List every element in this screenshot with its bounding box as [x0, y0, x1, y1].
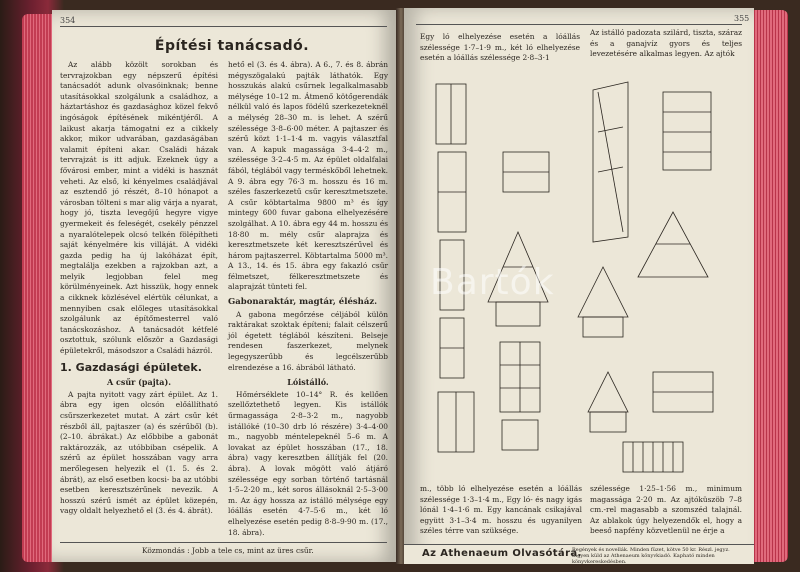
- page-edges-right: [752, 10, 788, 562]
- header-rule-right: [416, 24, 742, 25]
- article-title: Építési tanácsadó.: [154, 38, 310, 54]
- stable-paragraph: Hőmérséklete 10–14° R. és kellően szellőztethető legyen. Kis istállók űrmagassága 2·8–3·2 m., nagyobb istállóké (10–30 drb ló részére) 3·4–4·00 m., nagyobb méntelepeknél 5–6 m. A lovakat az épület hosszában (17., 18. ábra) vagy keresztben állítják fel (20. ábra). A lovak mögött való átjáró szélessége egy sorban történő tartásnál 1·5–2·20 m., két soros állásoknál 2·5–3·00 m. Az ágy hossza az istálló mélysége egy lóállás esetén 4·7–5·6 m., két ló elhelyezése esetén pedig 8·8–9·90 m. (17., 18. ábra).: [228, 389, 388, 537]
- granary-heading: Gabonaraktár, magtár, élésház.: [228, 297, 378, 308]
- sub-heading: A csűr (pajta).: [106, 377, 172, 388]
- header-rule: [60, 26, 387, 27]
- left-page: [52, 10, 397, 562]
- proverb-footnote: Közmondás : Jobb a tele cs, mint az üres csűr.: [142, 546, 314, 555]
- fig-frame-1: [663, 92, 711, 170]
- right-bottom-left-text: m., több ló elhelyezése esetén a lóállás szélessége 1·3–1·4 m., Egy ló- és nagy igás lónál 1·4–1·6 m. Egy kancának csikajával együtt 3·1–3·4 m. hosszu és ugyanilyen széles térre van szüksége.: [420, 484, 582, 536]
- section-heading: 1. Gazdasági épületek.: [60, 360, 202, 374]
- stable-heading: Lóistálló.: [287, 377, 329, 388]
- right-top-left-text: Egy ló elhelyezése esetén a lóállás szélessége 1·7–1·9 m., két ló elhelyezése esetén a lóállás szélessége 2·8–3·1: [420, 32, 580, 63]
- right-top-right-text: Az istálló padozata szilárd, tiszta, száraz és a ganajvíz gyors és teljes levezetésére alkalmas legyen. Az ajtók: [590, 28, 742, 59]
- page-number-right: 355: [734, 14, 750, 23]
- page-number-left: 354: [60, 16, 76, 25]
- banner-brand: Az Athenaeum Olvasótára.: [422, 548, 582, 559]
- footer-rule: [60, 542, 387, 543]
- barn-continued-paragraph: hető el (3. és 4. ábra). A 6., 7. és 8. ábrán mégyszögalakú pajták láthatók. Egy hosszukás alakú csűrnek legalkalmasabb mélysége 10–12 m. Átmenő kötőgerendák nélkül való és lapos födélű szerkezeteknél a mélység 28–30 m. is lehet. A szérű szélessége 3·8–6·00 méter. A pajtaszer és szérű közt 1·1–1·4 m. vagyis választfal van. A kapuk magassága 3·4–4·2 m., szélessége 3·2–4·5 m. Az épület oldalfalai fából, téglából vagy terméskőből lehetnek. A 9. ábra egy 76·3 m. hosszu és 16 m. széles faszerkezetű csűr keresztmetszete. A csűr köbtartalma 9800 m³ és így mintegy 600 fuvar gabona elhelyezésére szolgálhat. A 10. ábra egy 44 m. hosszu és 18·80 m. mély csűr alaprajza és keresztmetszete két keresztszérűvel és három pajtaszerrel. Köbtartalma 5000 m³. A 13., 14. és 15. ábra egy fakazló csűr félmetszet, félkeresztmetszete és alaprajzát tünteti fel.: [228, 60, 388, 292]
- watermark: Bartók: [430, 262, 555, 303]
- banner-text: Regények és novellák. Minden füzet, kötve 50 kr. Részl. jegyz. Ingyen küld az Athenaeum könyvkiadó. Kapható minden könyvkereskedésben.: [572, 547, 730, 564]
- fig-truss-1: [638, 212, 708, 277]
- left-column-1: [60, 60, 218, 519]
- intro-paragraph: Az alább közölt sorokban és tervrajzokban egy népszerű építési tanácsadót adunk olvasóinknak; benne utasításokkal szolgálunk a családhoz, a háztartáshoz és gazdasághoz közel fekvő ingóságok építésének mikéntjéről. A laikust akarja támogatni ez a cikkely akkor, mikor udvarában, gazdaságában valamit építeni akar. Családi házak tervrajzát is itt adjuk. Ezeknek úgy a fővárosi ember, mint a vidéki is hasznát veheti. Az első, ki kényelmes családjával az esztendő jó részét, 8–10 hónapot a városban tölteni s mar alig várja a nyarat, hogy jó, tiszta levegőjű hegyre vigye gyermekeit és feleségét, csekély pénzzel a nyaralótelepek olcsó telkén fölépítheti saját kényelmére kis villáját. A vidéki gazda pedig ha új lakóházat épít, megtalálja ezekben a rajzokban azt, a melyik legjobban felel meg körülményeinek. Azt hisszük, hogy ennek a cikknek közlésével elértük célunkat, a mennyiben csak előleges utasításokkal szolgálunk az építőmesterrel való tanácskozáshoz. A tanácsadót kétfelé osztottuk, szólunk először a Gazdasági épületekről, másodszor a Családi házról.: [60, 60, 218, 356]
- fig-truss-3: [578, 267, 628, 317]
- publisher-banner: [404, 544, 754, 564]
- right-bottom-right-text: szélessége 1·25–1·56 m., minimum magassága 2·20 m. Az ajtóküszöb 7–8 cm.-rel magasabb a szomszéd talajnál. Az ablakok úgy helyezendők el, hogy a beeső napfény közvetlenül ne érje a: [590, 484, 742, 536]
- granary-paragraph: A gabona megőrzése céljából külön raktárakat szoktak építeni; falait célszerű jól égetett téglából készíteni. Belseje rendesen faszerkezet, melynek legegyszerűbb és legcélszerűbb elrendezése a 16. ábrából látható.: [228, 309, 388, 372]
- left-column-2: [228, 60, 388, 540]
- fig-stable-section: [588, 372, 628, 412]
- barn-paragraph: A pajta nyitott vagy zárt épület. Az 1. ábra egy igen olcsón előállítható csűrszerkezetet mutat. A zárt csűr két részből áll, pajtaszer (a) és szérűből (b). (2–10. ábrákat.) Az előbbibe a gabonát raktározzák, az utóbbiban csépelik. A szérű az épület hosszában vagy arra merőlegesen helyezik el (1. 5. és 2. ábrát), az első esetben kocsi- ba az utóbbi esetben keresztszérűnek nevezik. A hosszú szérű ismét az épület közepén, vagy oldalt helyezhető el (3. és 4. ábrát).: [60, 389, 218, 516]
